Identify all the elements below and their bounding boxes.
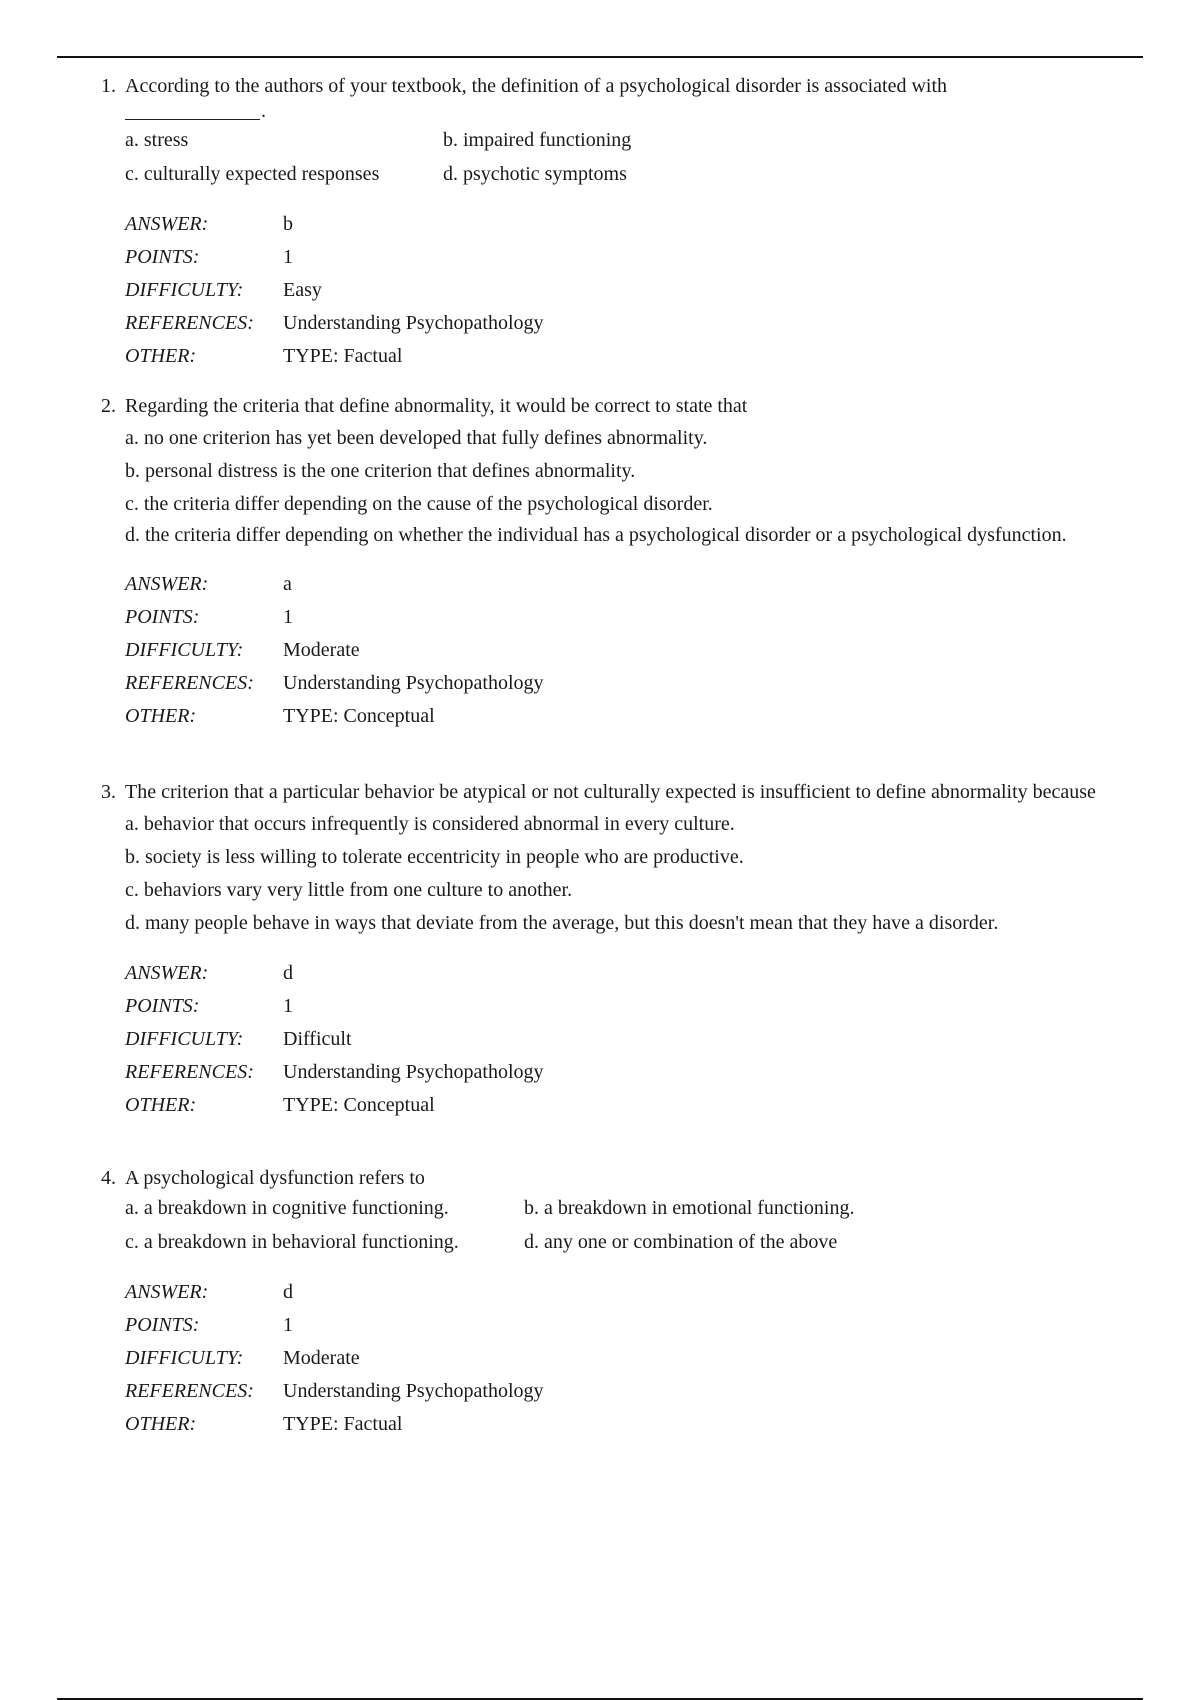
other-row xyxy=(125,1410,1131,1443)
question-4 xyxy=(101,1164,1131,1443)
other-row xyxy=(125,702,1131,735)
question-metadata xyxy=(125,1278,1131,1443)
option-c: c. culturally expected responses xyxy=(125,163,380,185)
question-number: 2. xyxy=(101,395,116,417)
points-value: 1 xyxy=(283,246,293,268)
question-number: 1. xyxy=(101,75,116,97)
difficulty-label: DIFFICULTY: xyxy=(125,639,244,661)
options xyxy=(125,424,1131,548)
question-stem xyxy=(101,778,1131,806)
option-c: c. behaviors vary very little from one culture to another. xyxy=(125,879,573,901)
references-value: Understanding Psychopathology xyxy=(283,672,544,694)
question-number: 4. xyxy=(101,1167,116,1189)
points-value: 1 xyxy=(283,995,293,1017)
option-a: a. a breakdown in cognitive functioning. xyxy=(125,1197,449,1219)
points-row xyxy=(125,603,1131,636)
question-text: The criterion that a particular behavior be atypical or not culturally expected is insufficient to define abnormality because xyxy=(125,781,1096,803)
difficulty-row xyxy=(125,276,1131,309)
option-d: d. psychotic symptoms xyxy=(443,163,627,185)
points-value: 1 xyxy=(283,1314,293,1336)
other-value: TYPE: Factual xyxy=(283,1413,403,1435)
references-label: REFERENCES: xyxy=(125,1061,254,1083)
option-c: c. a breakdown in behavioral functioning. xyxy=(125,1231,459,1253)
answer-row xyxy=(125,210,1131,243)
options xyxy=(125,1194,1131,1256)
difficulty-row xyxy=(125,1344,1131,1377)
other-label: OTHER: xyxy=(125,1413,197,1435)
option-a: a. stress xyxy=(125,129,189,151)
question-number: 3. xyxy=(101,781,116,803)
points-value: 1 xyxy=(283,606,293,628)
option-d: d. any one or combination of the above xyxy=(524,1231,838,1253)
references-row xyxy=(125,309,1131,342)
answer-value: d xyxy=(283,1281,293,1303)
other-row xyxy=(125,1091,1131,1124)
difficulty-label: DIFFICULTY: xyxy=(125,279,244,301)
difficulty-label: DIFFICULTY: xyxy=(125,1028,244,1050)
top-rule xyxy=(57,56,1143,58)
other-row xyxy=(125,342,1131,375)
answer-row xyxy=(125,959,1131,992)
options xyxy=(125,810,1131,937)
option-b: b. a breakdown in emotional functioning. xyxy=(524,1197,855,1219)
option-c: c. the criteria differ depending on the cause of the psychological disorder. xyxy=(125,493,713,515)
answer-value: d xyxy=(283,962,293,984)
question-metadata xyxy=(125,959,1131,1124)
answer-blank xyxy=(125,100,266,122)
answer-row xyxy=(125,570,1131,603)
option-a: a. no one criterion has yet been developed that fully defines abnormality. xyxy=(125,427,708,449)
question-stem xyxy=(101,72,1131,120)
other-value: TYPE: Conceptual xyxy=(283,705,435,727)
question-metadata xyxy=(125,570,1131,735)
options xyxy=(125,126,1131,188)
points-label: POINTS: xyxy=(125,1314,200,1336)
answer-value: b xyxy=(283,213,293,235)
question-stem xyxy=(101,392,1131,420)
difficulty-value: Moderate xyxy=(283,1347,360,1369)
option-d: d. many people behave in ways that deviate from the average, but this doesn't mean that they have a disorder. xyxy=(125,912,999,934)
answer-label: ANSWER: xyxy=(125,962,209,984)
other-value: TYPE: Conceptual xyxy=(283,1094,435,1116)
references-value: Understanding Psychopathology xyxy=(283,312,544,334)
difficulty-row xyxy=(125,636,1131,669)
question-text: Regarding the criteria that define abnormality, it would be correct to state that xyxy=(125,395,748,417)
points-label: POINTS: xyxy=(125,606,200,628)
answer-label: ANSWER: xyxy=(125,1281,209,1303)
option-b: b. impaired functioning xyxy=(443,129,632,151)
points-label: POINTS: xyxy=(125,995,200,1017)
points-row xyxy=(125,1311,1131,1344)
answer-value: a xyxy=(283,573,292,595)
question-metadata xyxy=(125,210,1131,375)
references-label: REFERENCES: xyxy=(125,312,254,334)
references-row xyxy=(125,1377,1131,1410)
difficulty-row xyxy=(125,1025,1131,1058)
option-a: a. behavior that occurs infrequently is considered abnormal in every culture. xyxy=(125,813,735,835)
answer-row xyxy=(125,1278,1131,1311)
difficulty-value: Moderate xyxy=(283,639,360,661)
question-stem xyxy=(101,1164,1131,1192)
references-row xyxy=(125,669,1131,702)
question-text: According to the authors of your textbook, the definition of a psychological disorder is associated with xyxy=(125,75,948,97)
references-row xyxy=(125,1058,1131,1091)
question-text: A psychological dysfunction refers to xyxy=(125,1167,425,1189)
difficulty-value: Difficult xyxy=(283,1028,352,1050)
references-label: REFERENCES: xyxy=(125,672,254,694)
answer-label: ANSWER: xyxy=(125,573,209,595)
other-label: OTHER: xyxy=(125,1094,197,1116)
option-d: d. the criteria differ depending on whether the individual has a psychological disorder or a psychological dysfunction. xyxy=(125,524,1067,546)
question-1 xyxy=(101,72,1131,375)
points-row xyxy=(125,992,1131,1025)
difficulty-value: Easy xyxy=(283,279,322,301)
points-row xyxy=(125,243,1131,276)
references-value: Understanding Psychopathology xyxy=(283,1380,544,1402)
question-3 xyxy=(101,778,1131,1124)
other-label: OTHER: xyxy=(125,705,197,727)
other-value: TYPE: Factual xyxy=(283,345,403,367)
other-label: OTHER: xyxy=(125,345,197,367)
difficulty-label: DIFFICULTY: xyxy=(125,1347,244,1369)
answer-label: ANSWER: xyxy=(125,213,209,235)
references-label: REFERENCES: xyxy=(125,1380,254,1402)
option-b: b. personal distress is the one criterion that defines abnormality. xyxy=(125,460,636,482)
references-value: Understanding Psychopathology xyxy=(283,1061,544,1083)
blank-period: . xyxy=(261,100,266,122)
points-label: POINTS: xyxy=(125,246,200,268)
question-2 xyxy=(101,392,1131,735)
option-b: b. society is less willing to tolerate eccentricity in people who are productive. xyxy=(125,846,744,868)
